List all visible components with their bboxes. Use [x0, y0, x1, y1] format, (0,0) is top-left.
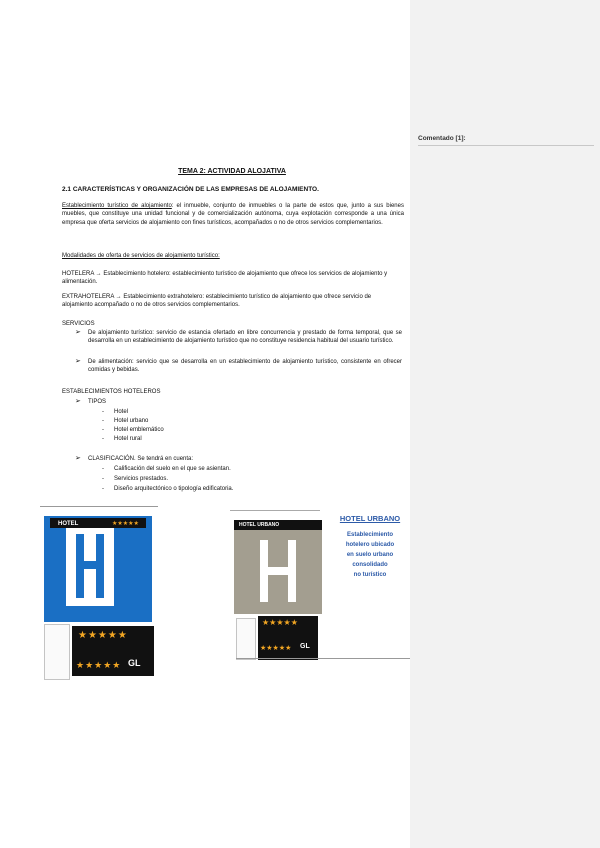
modalidades-title: Modalidades de oferta de servicios de alojamiento turístico: [62, 253, 220, 259]
tipo-item: Hotel emblemático [114, 427, 164, 433]
definition-text: : el inmueble, conjunto de inmuebles o la parte de estos que, junto a sus bienes muebles, que constituye una unidad funcional y de comercialización autónoma, cuya explotación corresponde a una única empresa que oferta servicios de alojamiento con fines turísticos, acompañados o no de otros servicios complementarios. [62, 203, 404, 226]
caption-line: consolidado [352, 562, 388, 568]
star-icon: ★★★★★ [262, 618, 298, 627]
servicio-alimentacion: De alimentación: servicio que se desarrolla en un establecimiento de alojamiento turístico, consistente en ofrecer comidas y bebidas. [88, 359, 402, 374]
hotel-h-letter [66, 528, 114, 606]
hotel-sign-figure [40, 506, 158, 678]
bullet-arrow-icon: ➢ [75, 329, 81, 336]
caption-line: hotelero ubicado [345, 542, 395, 548]
caption-line: no turístico [353, 572, 387, 578]
star-icon: ★★★★★ [78, 630, 128, 641]
caption-line: en suelo urbano [346, 552, 394, 558]
establecimientos-heading: ESTABLECIMIENTOS HOTELEROS [62, 389, 161, 395]
hotel-urbano-h-letter [256, 536, 300, 606]
tipo-item: Hotel urbano [114, 418, 149, 424]
caption-title: HOTEL URBANO [339, 514, 401, 523]
document-page: TEMA 2: ACTIVIDAD ALOJATIVA 2.1 CARACTERÍSTICAS Y ORGANIZACIÓN DE LAS EMPRESAS DE ALOJAMIENTO. Establecimiento turístico de alojamiento: el inmueble, conjunto de inmuebles o la parte de estos que, junto a sus bienes muebles, que constituye una unidad funcional y de comercialización autónoma, cuya explotación corresponde a una única empresa que oferta servicios de alojamiento con fines turísticos, acompañados o no de otros servicios complementarios. Modalidades de oferta de servicios de alojamiento turístico: HOTELERA → Establecimiento hotelero: establecimiento turístico de alojamiento que ofrece los servicios de alojamiento y alimentación. EXTRAHOTELERA → Establecimiento extrahotelero: establecimiento turístico de alojamiento que ofrece servicio de alojamiento acompañado o no de otros servicios complementarios. SERVICIOS ➢ De alojamiento turístico: servicio de estancia ofertado en libre concurrencia y prestado de forma temporal, que se desarrolla en un establecimiento de alojamiento turístico que no constituye residencia habitual del usuario turístico. ➢ De alimentación: servicio que se desarrolla en un establecimiento de alojamiento turístico, consistente en ofrecer comidas y bebidas. ESTABLECIMIENTOS HOTELEROS ➢ TIPOS - Hotel - Hotel urbano - Hotel emblemático - Hotel rural ➢ CLASIFICACIÓN. Se tendrá en cuenta: - Calificación del suelo en el que se asientan. - Servicios prestados. - Diseño arquitectónico o tipología edificatoria. HOTEL ★★★★★ ★★★★★ ★★★★★ GL HOTEL URBANO ★★★★★ ★★★★★ GL HOTEL URBANO Establecimiento hotelero ubicado en suelo urbano consolidado no turístico [0, 0, 410, 848]
hotel-urbano-sign-header [234, 520, 322, 530]
hotelera-text: HOTELERA → Establecimiento hotelero: establecimiento turístico de alojamiento que ofrece los servicios de alojamiento y alimentación. [62, 271, 388, 286]
tipo-item: Hotel [114, 409, 129, 415]
caption-body [330, 530, 410, 580]
hotel-urbano-sign-label: HOTEL URBANO [239, 522, 280, 528]
figure-baseline [236, 658, 412, 659]
gl-label: GL [128, 658, 141, 668]
hotel-sign-header [50, 518, 146, 528]
hotel-urbano-caption [330, 514, 410, 580]
gl-label: GL [300, 643, 310, 650]
clasificacion-item: Diseño arquitectónico o tipología edificatoria. [114, 486, 234, 492]
plaque-side-view [44, 624, 70, 680]
definition-term: Establecimiento turístico de alojamiento [62, 203, 172, 209]
section-heading: 2.1 CARACTERÍSTICAS Y ORGANIZACIÓN DE LAS EMPRESAS DE ALOJAMIENTO. [62, 186, 319, 193]
definition-paragraph [62, 202, 404, 227]
hotel-urbano-sign-panel [234, 520, 322, 614]
comment-header: Comentado [1]: [418, 135, 466, 142]
clasificacion-heading: CLASIFICACIÓN. Se tendrá en cuenta: [88, 456, 194, 462]
star-icon: ★★★★★ [76, 660, 122, 670]
hotel-urbano-plaque [258, 616, 318, 660]
doc-title: TEMA 2: ACTIVIDAD ALOJATIVA [178, 168, 286, 175]
hotel-sign-label: HOTEL [58, 521, 79, 527]
servicios-heading: SERVICIOS [62, 321, 95, 327]
tipo-item: Hotel rural [114, 436, 142, 442]
clasificacion-item: Servicios prestados. [114, 476, 169, 482]
plaque-side-view [236, 618, 256, 660]
hotel-plaque-figure [40, 624, 158, 680]
servicio-alojamiento: De alojamiento turístico: servicio de estancia ofertado en libre concurrencia y prestado de forma temporal, que se desarrolla en un establecimiento de alojamiento turístico que no constituye residencia habitual del usuario turístico. [88, 330, 402, 345]
bullet-arrow-icon: ➢ [75, 455, 81, 462]
comment-pane [410, 0, 600, 848]
clasificacion-item: Calificación del suelo en el que se asientan. [114, 466, 231, 472]
star-icon: ★★★★★ [260, 645, 292, 652]
hotel-plaque [72, 626, 154, 676]
comment-divider [418, 145, 594, 146]
hotel-urbano-figure [222, 510, 412, 660]
bullet-arrow-icon: ➢ [75, 358, 81, 365]
caption-line: Establecimiento [346, 532, 393, 538]
tipos-heading: TIPOS [88, 399, 107, 405]
bullet-arrow-icon: ➢ [75, 398, 81, 405]
hotel-sign-panel [44, 516, 152, 622]
extrahotelera-text: EXTRAHOTELERA → Establecimiento extrahotelero: establecimiento turístico de alojamiento que ofrece servicio de alojamiento acompañado o no de otros servicios complementarios. [62, 294, 372, 309]
star-icon: ★★★★★ [112, 521, 139, 527]
